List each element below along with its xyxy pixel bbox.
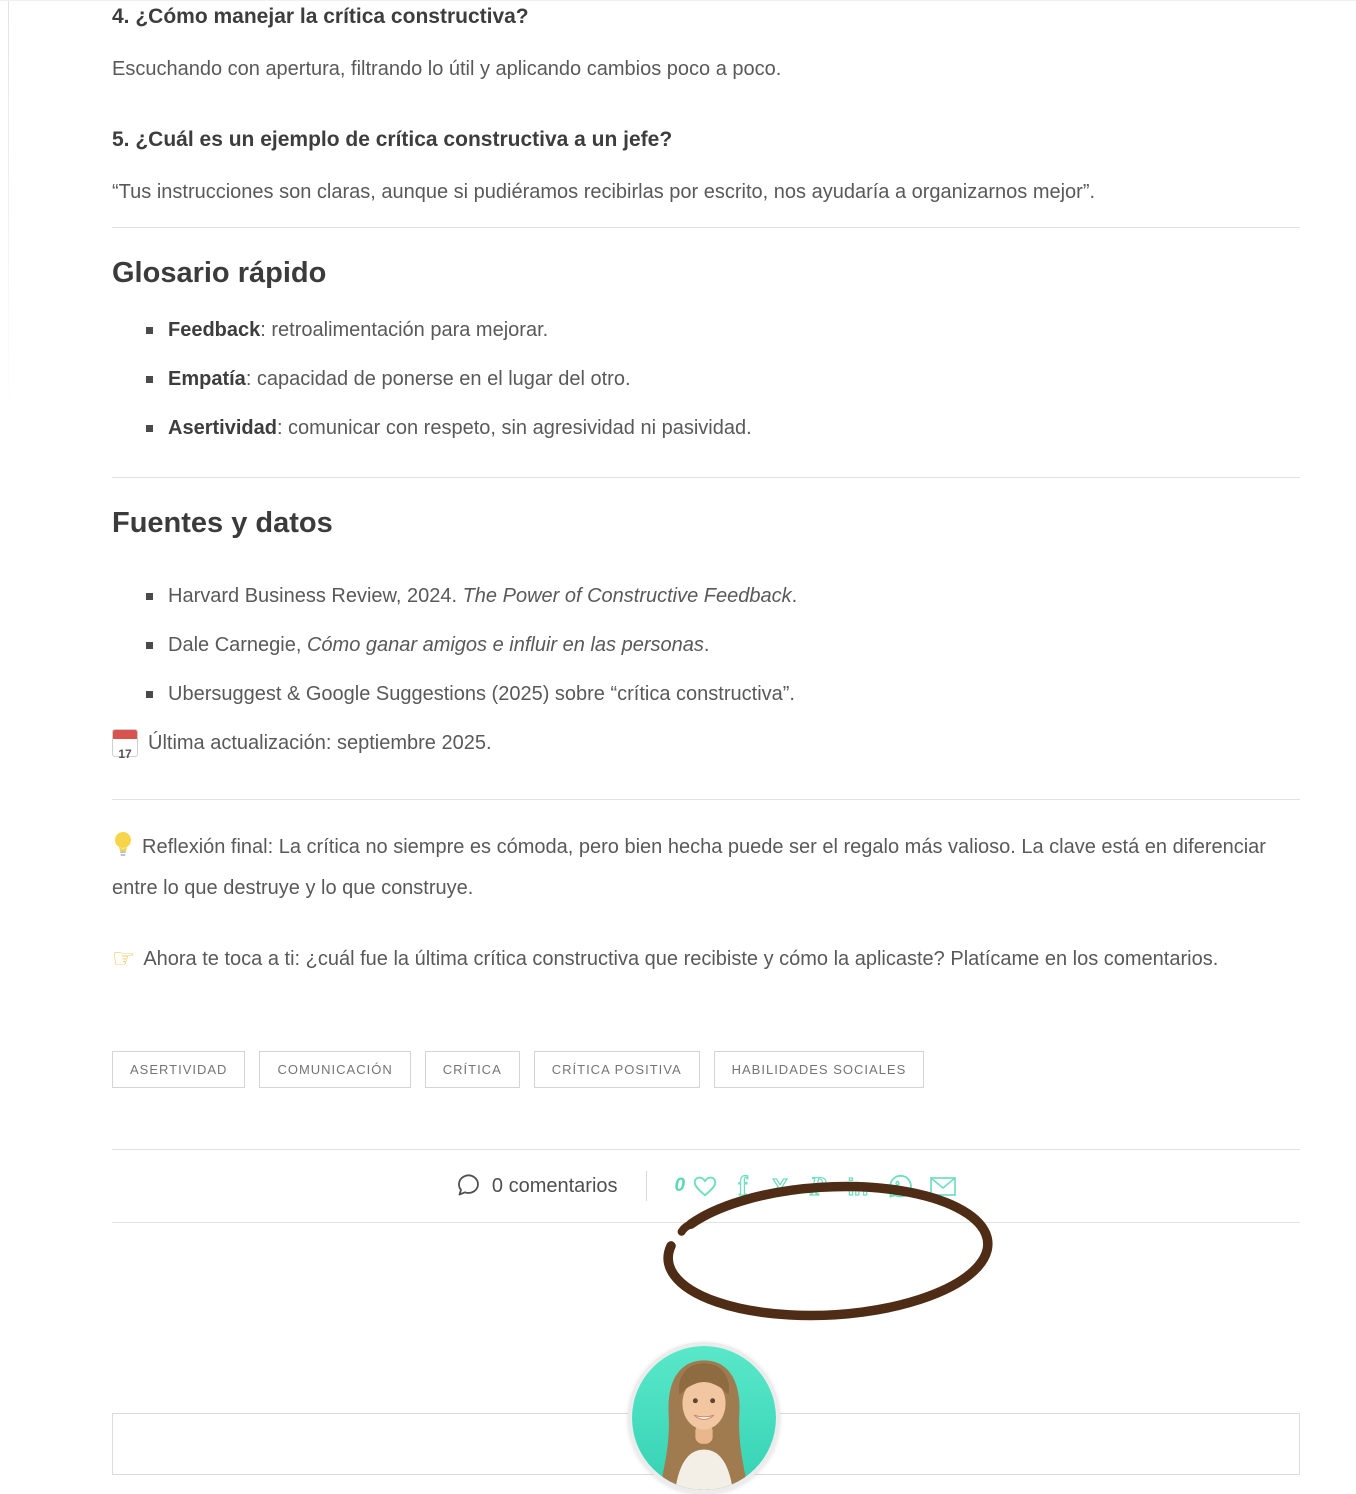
glossary-term: Empatía — [168, 368, 246, 390]
bullet-icon — [146, 425, 153, 432]
sources-title: Fuentes y datos — [112, 507, 333, 539]
tag-comunicacion[interactable]: COMUNICACIÓN — [259, 1051, 410, 1088]
faq-answer-4: Escuchando con apertura, filtrando lo útil y aplicando cambios poco a poco. — [112, 58, 782, 80]
section-divider — [112, 477, 1300, 478]
faq-question-4: 4. ¿Cómo manejar la crítica constructiva? — [112, 5, 529, 28]
source-text: . — [703, 634, 710, 656]
glossary-term: Asertividad — [168, 417, 277, 439]
reflection-text: Reflexión final: La crítica no siempre es cómoda, pero bien hecha puede ser el regalo más valioso. La clave está en diferenciar entre lo que destruye y lo que construye. — [112, 836, 1266, 899]
svg-text:P: P — [810, 1172, 827, 1200]
source-title-italic: The Power of Constructive Feedback — [462, 585, 792, 607]
author-avatar[interactable] — [628, 1342, 780, 1494]
tag-asertividad[interactable]: ASERTIVIDAD — [112, 1051, 245, 1088]
vertical-separator — [646, 1171, 647, 1201]
source-title-italic: Cómo ganar amigos e influir en las personas — [306, 634, 704, 656]
comment-bubble-icon — [455, 1173, 482, 1199]
facebook-share-icon[interactable] — [733, 1172, 753, 1200]
cta-text: Ahora te toca a ti: ¿cuál fue la última crítica constructiva que recibiste y cómo la aplicaste? Platícame en los comentarios. — [143, 948, 1219, 970]
bullet-icon — [146, 642, 153, 649]
section-divider — [112, 227, 1300, 228]
faq-question-5: 5. ¿Cuál es un ejemplo de crítica constructiva a un jefe? — [112, 128, 673, 151]
email-share-icon[interactable] — [929, 1174, 957, 1198]
glossary-def: : comunicar con respeto, sin agresividad ni pasividad. — [276, 417, 752, 439]
engagement-bar — [112, 1149, 1300, 1223]
bullet-icon — [146, 593, 153, 600]
bullet-icon — [146, 327, 153, 334]
source-item — [168, 581, 1300, 611]
glossary-item — [168, 364, 1300, 394]
lightbulb-icon — [112, 831, 134, 857]
bullet-icon — [146, 691, 153, 698]
x-twitter-share-icon[interactable] — [768, 1172, 792, 1200]
tag-critica[interactable]: CRÍTICA — [425, 1051, 520, 1088]
glossary-item — [168, 413, 1300, 443]
glossary-def: : capacidad de ponerse en el lugar del otro. — [245, 368, 631, 390]
source-text: Ubersuggest & Google Suggestions (2025) sobre “crítica constructiva”. — [168, 683, 795, 705]
reflection-paragraph — [112, 827, 1300, 909]
source-text: . — [791, 585, 798, 607]
last-updated-line — [112, 728, 1300, 761]
pinterest-share-icon[interactable] — [807, 1172, 829, 1200]
last-updated-text: Última actualización: septiembre 2025. — [148, 732, 492, 754]
page-left-edge — [8, 0, 9, 420]
article-content — [112, 0, 1300, 1223]
calendar-icon-day: 17 — [118, 747, 132, 761]
comments-link[interactable] — [455, 1173, 618, 1199]
glossary-def: : retroalimentación para mejorar. — [260, 319, 549, 341]
linkedin-share-icon[interactable] — [844, 1172, 872, 1200]
svg-text:f: f — [738, 1172, 748, 1200]
calendar-icon-header — [113, 730, 137, 739]
source-item — [168, 679, 1300, 709]
cta-paragraph — [112, 938, 1300, 980]
tags-row — [112, 1051, 1300, 1088]
faq-answer-5: “Tus instrucciones son claras, aunque si pudiéramos recibirlas por escrito, nos ayudaría a organizarnos mejor”. — [112, 181, 1096, 203]
like-button[interactable] — [675, 1174, 719, 1198]
share-row — [675, 1172, 958, 1200]
bullet-icon — [146, 376, 153, 383]
section-divider — [112, 799, 1300, 800]
svg-text:in: in — [847, 1174, 869, 1200]
source-text: Harvard Business Review, 2024. — [168, 585, 463, 607]
comments-count-label: 0 comentarios — [491, 1174, 618, 1197]
glossary-title: Glosario rápido — [112, 257, 327, 289]
whatsapp-share-icon[interactable] — [887, 1173, 914, 1200]
calendar-icon — [112, 729, 138, 761]
source-item — [168, 630, 1300, 660]
sources-list — [112, 581, 1300, 709]
glossary-list — [112, 315, 1300, 443]
source-text: Dale Carnegie, — [168, 634, 307, 656]
pointing-hand-icon: ☞ — [112, 943, 136, 973]
glossary-term: Feedback — [168, 319, 261, 341]
svg-text:X: X — [772, 1174, 788, 1200]
glossary-item — [168, 315, 1300, 345]
tag-critica-positiva[interactable]: CRÍTICA POSITIVA — [534, 1051, 700, 1088]
likes-count: 0 — [674, 1175, 686, 1196]
heart-icon — [692, 1174, 718, 1198]
tag-habilidades-sociales[interactable]: HABILIDADES SOCIALES — [714, 1051, 925, 1088]
author-avatar-illustration — [632, 1346, 776, 1490]
